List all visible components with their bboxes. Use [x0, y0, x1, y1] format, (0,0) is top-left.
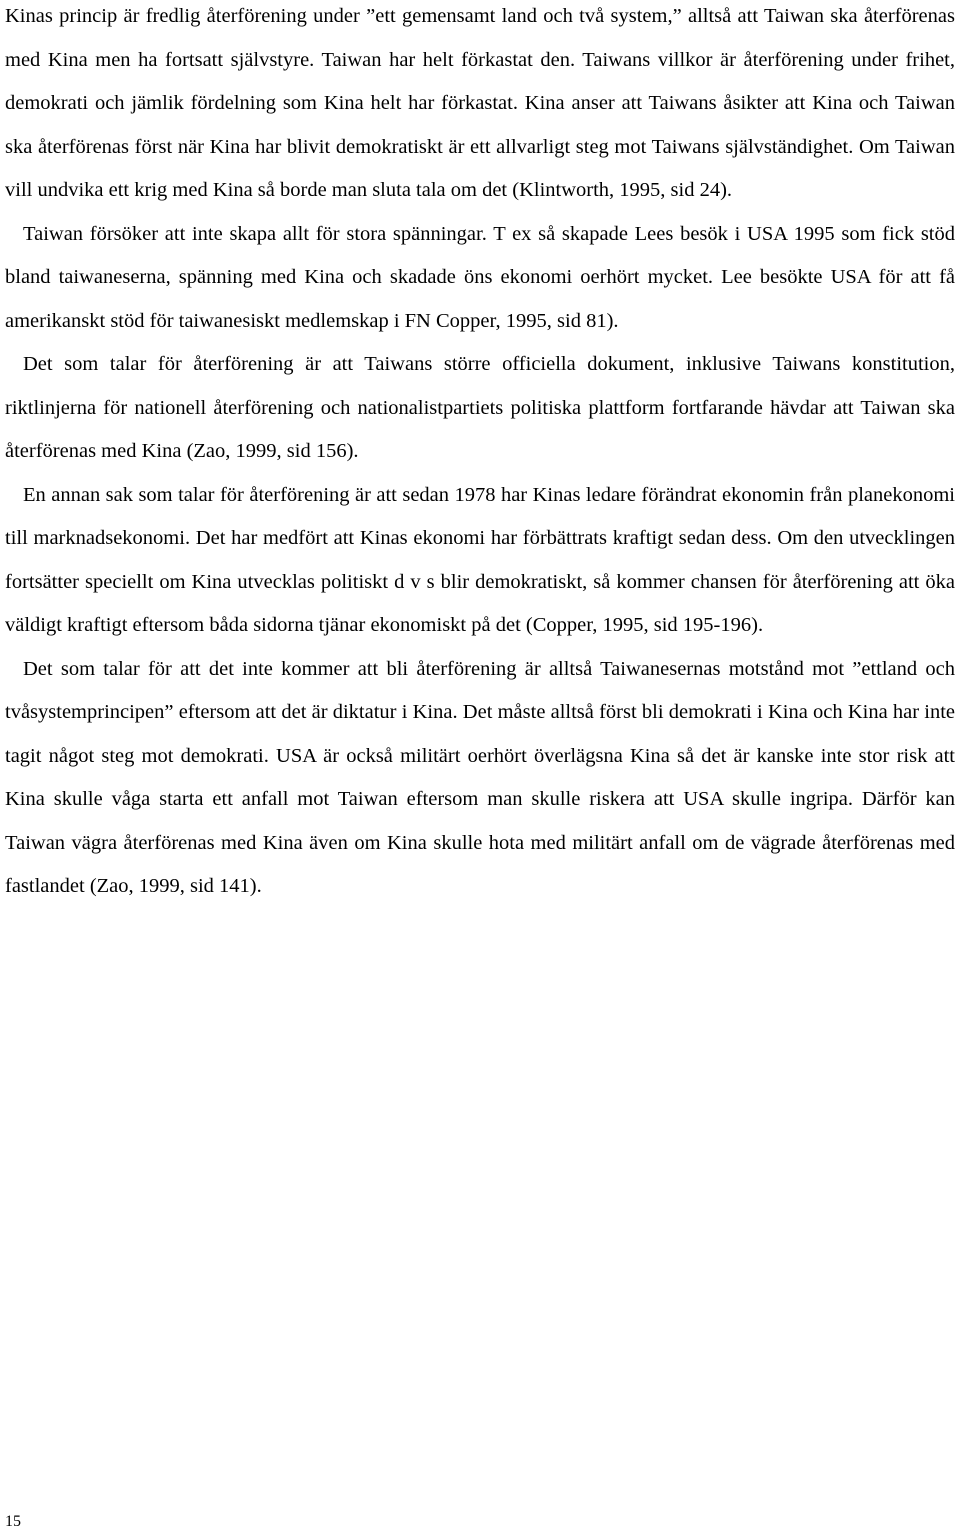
document-page	[5, 0, 955, 909]
paragraph-official-documents: Det som talar för återförening är att Taiwans större officiella dokument, inklusive Taiwans konstitution, riktlinjerna för nationell återförening och nationalistpartiets politiska plattform fortfarande hävdar att Taiwan ska återförenas med Kina (Zao, 1999, sid 156).	[5, 353, 955, 462]
page-number: 15	[5, 1513, 21, 1530]
paragraph-economy: En annan sak som talar för återförening är att sedan 1978 har Kinas ledare förändrat ekonomin från planekonomi till marknadsekonomi. Det har medfört att Kinas ekonomi har förbättrats kraftigt sedan dess. Om den utvecklingen fortsätter speciellt om Kina utvecklas politiskt d v s blir demokratiskt, så kommer chansen för återförening att öka väldigt kraftigt eftersom båda sidorna tjänar ekonomiskt på det (Copper, 1995, sid 195-196).	[5, 483, 955, 636]
paragraph-against-reunification: Det som talar för att det inte kommer att bli återförening är alltså Taiwanesernas motstånd mot ”ettland och tvåsystemprincipen” eftersom att det är diktatur i Kina. Det måste alltså först bli demokrati i Kina och Kina har inte tagit något steg mot demokrati. USA är också militärt oerhört överlägsna Kina så det är kanske inte stor risk att Kina skulle våga starta ett anfall mot Taiwan eftersom man skulle riskera att USA skulle ingripa. Därför kan Taiwan vägra återförenas med Kina även om Kina skulle hota med militärt anfall om de vägrade återförenas med fastlandet (Zao, 1999, sid 141).	[5, 657, 955, 897]
paragraph-reunification-principle: Kinas princip är fredlig återförening under ”ett gemensamt land och två system,” alltså att Taiwan ska återförenas med Kina men ha fortsatt självstyre. Taiwan har helt förkastat den. Taiwans villkor är återförening under frihet, demokrati och jämlik fördelning som Kina helt har förkastat. Kina anser att Taiwans åsikter att Kina och Taiwan ska återförenas först när Kina har blivit demokratiskt är ett allvarligt steg mot Taiwans självständighet. Om Taiwan vill undvika ett krig med Kina så borde man sluta tala om det (Klintworth, 1995, sid 24).	[5, 5, 955, 201]
paragraph-tensions: Taiwan försöker att inte skapa allt för stora spänningar. T ex så skapade Lees besök i USA 1995 som fick stöd bland taiwaneserna, spänning med Kina och skadade öns ekonomi oerhört mycket. Lee besökte USA för att få amerikanskt stöd för taiwanesiskt medlemskap i FN Copper, 1995, sid 81).	[5, 222, 955, 332]
